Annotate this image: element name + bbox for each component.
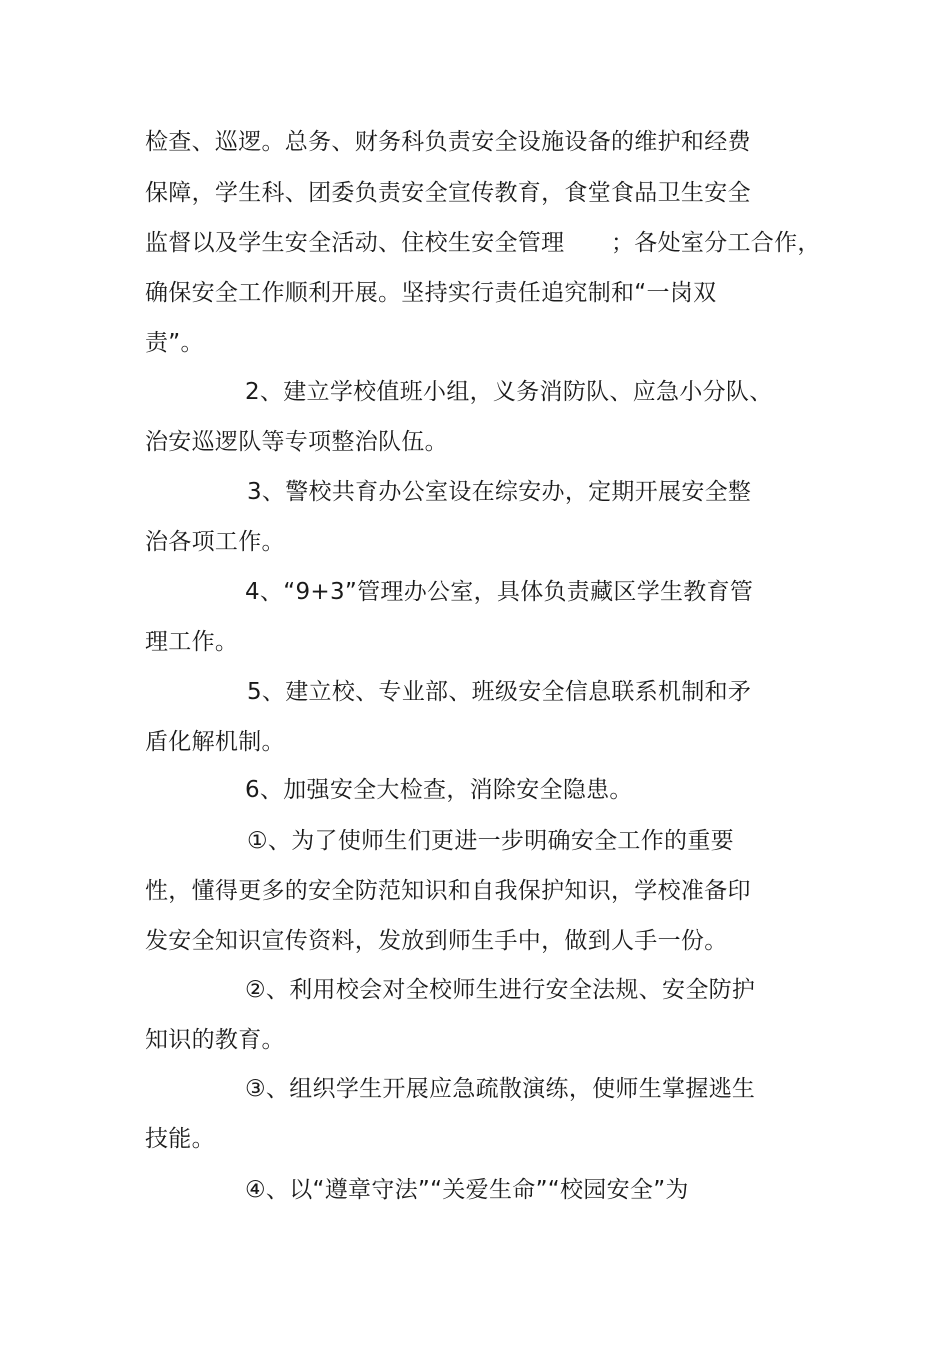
text-line: 发安全知识宣传资料，发放到师生手中，做到人手一份。 bbox=[145, 928, 728, 954]
text-line: 4、“9+3”管理办公室，具体负责藏区学生教育管 bbox=[245, 579, 754, 605]
text-line: 技能。 bbox=[145, 1126, 215, 1152]
text-line: 监督以及学生安全活动、住校生安全管理 ；各处室分工合作， bbox=[145, 230, 821, 256]
text-line: 治各项工作。 bbox=[145, 529, 285, 555]
text-line: 性，懂得更多的安全防范知识和自我保护知识，学校准备印 bbox=[145, 878, 751, 904]
text-line: ③、组织学生开展应急疏散演练，使师生掌握逃生 bbox=[245, 1076, 756, 1102]
text-line: 保障，学生科、团委负责安全宣传教育，食堂食品卫生安全 bbox=[145, 180, 751, 206]
text-line: ①、为了使师生们更进一步明确安全工作的重要 bbox=[247, 828, 734, 854]
text-line: 2、建立学校值班小组，义务消防队、应急小分队、 bbox=[245, 379, 773, 405]
text-line: ②、利用校会对全校师生进行安全法规、安全防护 bbox=[245, 977, 756, 1003]
text-line: 6、加强安全大检查，消除安全隐患。 bbox=[245, 777, 633, 803]
text-line: 3、警校共育办公室设在综安办，定期开展安全整 bbox=[247, 479, 752, 505]
text-line: 确保安全工作顺利开展。坚持实行责任追究制和“一岗双 bbox=[145, 280, 717, 306]
text-line: ④、以“遵章守法”“关爱生命”“校园安全”为 bbox=[245, 1177, 689, 1203]
text-line: 治安巡逻队等专项整治队伍。 bbox=[145, 429, 448, 455]
text-line: 知识的教育。 bbox=[145, 1027, 285, 1053]
text-line: 盾化解机制。 bbox=[145, 729, 285, 755]
text-line: 理工作。 bbox=[145, 629, 239, 655]
text-line: 责”。 bbox=[145, 330, 204, 356]
text-line: 5、建立校、专业部、班级安全信息联系机制和矛 bbox=[247, 679, 752, 705]
text-line: 检查、巡逻。总务、财务科负责安全设施设备的维护和经费 bbox=[145, 129, 751, 155]
